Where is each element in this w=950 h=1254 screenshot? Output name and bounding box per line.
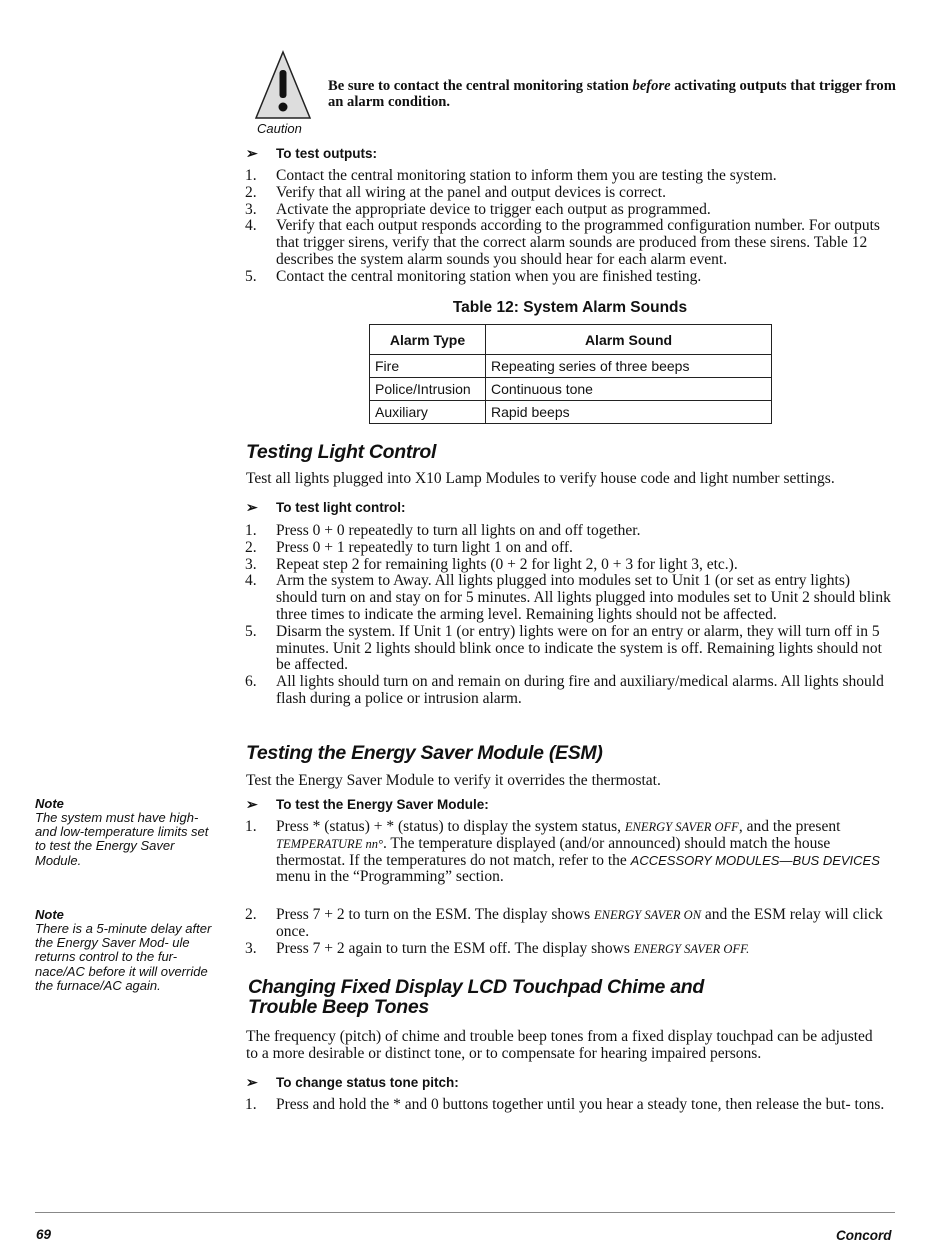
- list-item: 5. Disarm the system. If Unit 1 (or entry) lights were on for an entry or alarm, they will turn off in 5 minutes. Unit 2 lights should blink once to indicate the system is off. Remaining lights should not be affected.: [245, 622, 882, 674]
- table-cell: Repeating series of three beeps: [486, 355, 772, 378]
- caution-text: Be sure to contact the central monitoring station before activating outputs that trigger from an alarm condition.: [328, 78, 896, 110]
- table-cell: Auxiliary: [370, 401, 486, 424]
- table-row: [370, 355, 772, 378]
- list-item: 2. Press 0 + 1 repeatedly to turn light 1 on and off.: [245, 538, 573, 556]
- list-item: 3. Activate the appropriate device to trigger each output as programmed.: [245, 200, 711, 218]
- list-item: 4. Verify that each output responds according to the programmed configuration number. For outputs that trigger sirens, verify that the correct alarm sounds are produced from these sirens. Table 12 describes the system alarm sounds you should hear for each alarm event.: [245, 217, 880, 268]
- section-title-chime: Changing Fixed Display LCD Touchpad Chime and Trouble Beep Tones: [248, 976, 704, 1018]
- procedure-heading-esm: ➢ To test the Energy Saver Module:: [246, 796, 489, 812]
- outputs-steps: [245, 168, 895, 286]
- procedure-heading-outputs: ➢ To test outputs:: [246, 145, 377, 161]
- section-title-light: Testing Light Control: [246, 441, 437, 463]
- note-body: The system must have high- and low-temperature limits set to test the Energy Saver Module.: [35, 810, 209, 868]
- procedure-heading-light: ➢ To test light control:: [246, 499, 406, 515]
- light-intro: Test all lights plugged into X10 Lamp Modules to verify house code and light number settings.: [246, 470, 835, 487]
- list-item: 4. Arm the system to Away. All lights plugged into modules set to Unit 1 (or set as entry lights) should turn on and stay on for 5 minutes. All lights plugged into modules set to Unit 2 should blink three times to indicate the arming level. Remaining lights should not be affected.: [245, 572, 891, 623]
- arrow-right-icon: ➢: [246, 145, 258, 161]
- list-item: 1. Press and hold the * and 0 buttons together until you hear a steady tone, then release the but- tons.: [245, 1096, 885, 1113]
- list-item: 2. Press 7 + 2 to turn on the ESM. The display shows ENERGY SAVER ON and the ESM relay will click once.: [245, 906, 883, 940]
- column-header: Alarm Type: [370, 325, 486, 355]
- list-item: 6. All lights should turn on and remain on during fire and auxiliary/medical alarms. All lights should flash during a police or intrusion alarm.: [245, 673, 884, 707]
- arrow-right-icon: ➢: [246, 796, 258, 812]
- esm-steps-b: [245, 907, 895, 957]
- footer-rule: [35, 1212, 895, 1213]
- table-cell: Continuous tone: [486, 378, 772, 401]
- table-caption: Table 12: System Alarm Sounds: [452, 299, 688, 316]
- list-item: 2. Verify that all wiring at the panel and output devices is correct.: [245, 183, 666, 201]
- table-header-row: [370, 325, 772, 355]
- arrow-right-icon: ➢: [246, 499, 258, 515]
- caution-label: Caution: [257, 121, 302, 136]
- note-heading: Note: [35, 796, 64, 811]
- note-heading: Note: [35, 907, 64, 922]
- table-cell: Rapid beeps: [486, 401, 772, 424]
- caution-icon: [254, 50, 312, 120]
- footer-product-name: Concord: [836, 1228, 892, 1243]
- chime-steps: [245, 1097, 895, 1114]
- list-item: 5. Contact the central monitoring station when you are finished testing.: [245, 267, 702, 285]
- arrow-right-icon: ➢: [246, 1074, 258, 1090]
- table-row: [370, 378, 772, 401]
- esm-intro: Test the Energy Saver Module to verify it overrides the thermostat.: [246, 772, 661, 789]
- list-item: 3. Repeat step 2 for remaining lights (0 + 2 for light 2, 0 + 3 for light 3, etc.).: [245, 555, 738, 573]
- list-item: 3. Press 7 + 2 again to turn the ESM off. The display shows ENERGY SAVER OFF.: [245, 939, 750, 957]
- list-item: 1. Press * (status) + * (status) to display the system status, ENERGY SAVER OFF, and the present TEMPERATURE nn°. The temperature displayed (and/or announced) should match the house thermostat. If the temperatures do not match, refer to the ACCESSORY MODULES—BUS DEVICES menu in the “Programming” section.: [245, 818, 880, 886]
- table-row: [370, 401, 772, 424]
- light-steps: [245, 523, 895, 708]
- side-note: [35, 908, 220, 993]
- table-cell: Fire: [370, 355, 486, 378]
- page-number: 69: [36, 1227, 52, 1242]
- list-item: 1. Press 0 + 0 repeatedly to turn all lights on and off together.: [245, 522, 641, 539]
- side-note: [35, 797, 220, 868]
- chime-intro: The frequency (pitch) of chime and trouble beep tones from a fixed display touchpad can be adjusted to a more desirable or distinct tone, or to compensate for hearing impaired persons.: [246, 1028, 873, 1062]
- note-body: There is a 5-minute delay after the Energy Saver Mod- ule returns control to the fur- nace/AC before it will override the furnace/AC again.: [35, 921, 212, 993]
- table-cell: Police/Intrusion: [370, 378, 486, 401]
- procedure-heading-chime: ➢ To change status tone pitch:: [246, 1074, 459, 1090]
- section-title-esm: Testing the Energy Saver Module (ESM): [246, 742, 603, 764]
- column-header: Alarm Sound: [486, 325, 772, 355]
- esm-steps-a: [245, 819, 895, 886]
- list-item: 1. Contact the central monitoring station to inform them you are testing the system.: [245, 167, 777, 184]
- alarm-sounds-table: [369, 324, 772, 424]
